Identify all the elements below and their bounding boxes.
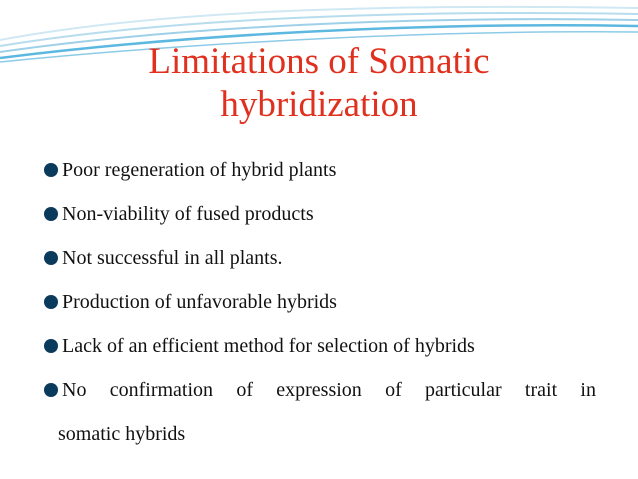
bullet-dot-icon xyxy=(44,295,58,309)
bullet-text: Not successful in all plants. xyxy=(62,247,283,269)
title-line-1: Limitations of Somatic xyxy=(148,41,490,82)
bullet-text-line-2: somatic hybrids xyxy=(58,423,186,445)
bullet-dot-icon xyxy=(44,207,58,221)
bullet-text: Non-viability of fused products xyxy=(62,203,314,225)
bullet-item xyxy=(0,148,638,192)
bullet-dot-icon xyxy=(44,339,58,353)
bullet-item xyxy=(0,280,638,324)
bullet-dot-icon xyxy=(44,251,58,265)
slide-title xyxy=(80,40,558,126)
bullet-text: Lack of an efficient method for selection of hybrids xyxy=(62,335,475,357)
bullet-list xyxy=(0,148,638,456)
bullet-text: Production of unfavorable hybrids xyxy=(62,291,337,313)
bullet-item xyxy=(0,324,638,368)
bullet-item xyxy=(0,192,638,236)
bullet-dot-icon xyxy=(44,163,58,177)
bullet-text-line-1: No confirmation of expression of particular trait in xyxy=(62,379,596,401)
bullet-text: Poor regeneration of hybrid plants xyxy=(62,159,337,181)
bullet-item-multiline xyxy=(0,368,638,456)
title-line-2: hybridization xyxy=(220,84,418,125)
bullet-dot-icon xyxy=(44,383,58,397)
bullet-item xyxy=(0,236,638,280)
